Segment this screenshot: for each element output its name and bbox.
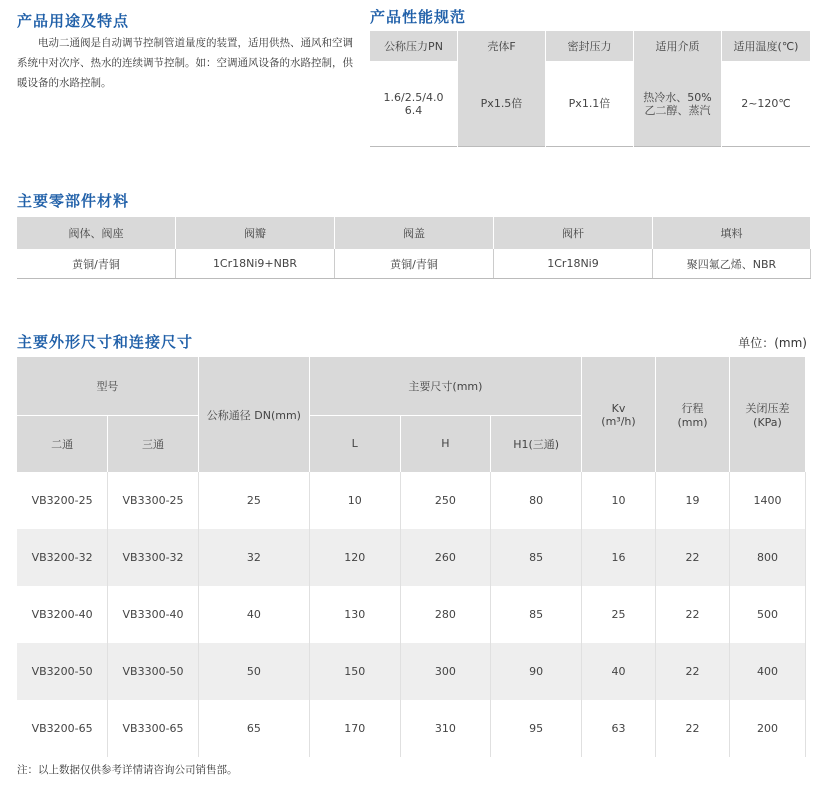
dim-header-kv-unit: (m³/h) [601,414,636,428]
table-cell: 63 [582,700,656,757]
dim-header-stroke [656,357,730,472]
table-cell: 25 [582,586,656,643]
usage-title: 产品用途及特点 [17,12,130,30]
table-cell: 22 [656,700,730,757]
table-row [17,529,806,586]
perf-header-shell: 壳体F [458,31,546,61]
table-cell: 1400 [730,472,806,529]
dim-header-L: L [309,415,400,472]
table-cell: 10 [309,472,400,529]
table-cell: 250 [400,472,491,529]
table-cell: VB3300-40 [108,586,199,643]
perf-header-pn: 公称压力PN [370,31,458,61]
table-cell: 260 [400,529,491,586]
table-row [17,643,806,700]
dim-header-kv-label: Kv [611,401,626,415]
perf-value-pn: 1.6/2.5/4.0 6.4 [370,61,458,147]
table-cell: 32 [198,529,309,586]
perf-value-seal: Px1.1倍 [546,61,634,147]
table-cell: VB3300-50 [108,643,199,700]
perf-value-temp: 2~120℃ [722,61,811,147]
table-row [17,472,806,529]
dim-header-stroke-unit: (mm) [677,416,708,429]
table-cell: 40 [582,643,656,700]
materials-table [17,217,811,279]
dim-header-close-pressure-label: 关闭压差 [745,402,790,415]
perf-header-medium: 适用介质 [634,31,722,61]
table-cell: VB3300-25 [108,472,199,529]
usage-text: 电动二通阀是自动调节控制管道量度的装置，适用供热、通风和空调系统中对次序、热水的连续调节控制。如：空调通风设备的水路控制，供暖设备的水路控制。 [17,37,353,89]
perf-header-seal: 密封压力 [546,31,634,61]
dim-header-two-way: 二通 [17,415,108,472]
materials-title: 主要零部件材料 [17,192,130,210]
mat-header-disc: 阀瓣 [176,217,335,249]
table-cell: 40 [198,586,309,643]
table-row [17,700,806,757]
table-cell: 500 [730,586,806,643]
table-cell: 95 [491,700,582,757]
mat-header-body: 阀体、阀座 [17,217,176,249]
table-cell: 280 [400,586,491,643]
table-cell: 130 [309,586,400,643]
mat-value-body: 黄铜/青铜 [17,249,176,279]
table-cell: VB3200-40 [17,586,108,643]
table-cell: 85 [491,586,582,643]
dimensions-unit: 单位：(mm) [738,336,807,350]
mat-value-bonnet: 黄铜/青铜 [335,249,494,279]
table-cell: 22 [656,643,730,700]
table-cell: VB3200-32 [17,529,108,586]
dim-header-model: 型号 [17,357,198,415]
dim-header-kv [582,357,656,472]
table-cell: VB3200-65 [17,700,108,757]
dim-header-H1: H1(三通) [491,415,582,472]
perf-value-shell: Px1.5倍 [458,61,546,147]
footnote: 注：以上数据仅供参考详情请咨询公司销售部。 [17,764,238,776]
dim-header-dn: 公称通径 DN(mm) [198,357,309,472]
table-cell: VB3300-32 [108,529,199,586]
table-cell: VB3200-50 [17,643,108,700]
table-cell: 150 [309,643,400,700]
table-cell: 22 [656,529,730,586]
dimensions-title: 主要外形尺寸和连接尺寸 [17,333,194,351]
table-cell: VB3200-25 [17,472,108,529]
table-row [17,586,806,643]
table-cell: 16 [582,529,656,586]
table-cell: 90 [491,643,582,700]
table-cell: 10 [582,472,656,529]
dim-header-three-way: 三通 [108,415,199,472]
table-cell: 65 [198,700,309,757]
mat-value-disc: 1Cr18Ni9+NBR [176,249,335,279]
table-cell: 170 [309,700,400,757]
table-cell: 80 [491,472,582,529]
perf-header-temp: 适用温度(℃) [722,31,811,61]
performance-table [370,31,811,147]
mat-value-stem: 1Cr18Ni9 [494,249,653,279]
dim-header-main-size: 主要尺寸(mm) [309,357,581,415]
dimensions-table [17,357,806,757]
table-cell: 300 [400,643,491,700]
mat-header-bonnet: 阀盖 [335,217,494,249]
mat-header-packing: 填料 [653,217,811,249]
dim-header-close-pressure-unit: (KPa) [753,416,782,429]
table-cell: 50 [198,643,309,700]
table-cell: 19 [656,472,730,529]
table-cell: 85 [491,529,582,586]
table-cell: 310 [400,700,491,757]
table-cell: 200 [730,700,806,757]
mat-header-stem: 阀杆 [494,217,653,249]
mat-value-packing: 聚四氟乙烯、NBR [653,249,811,279]
table-cell: 25 [198,472,309,529]
perf-value-medium: 热冷水、50%乙二醇、蒸汽 [634,61,722,147]
dim-header-close-pressure [730,357,806,472]
table-cell: 400 [730,643,806,700]
table-cell: 800 [730,529,806,586]
table-cell: VB3300-65 [108,700,199,757]
dim-header-stroke-label: 行程 [681,402,704,415]
performance-title: 产品性能规范 [370,8,467,26]
dim-header-H: H [400,415,491,472]
table-cell: 120 [309,529,400,586]
table-cell: 22 [656,586,730,643]
